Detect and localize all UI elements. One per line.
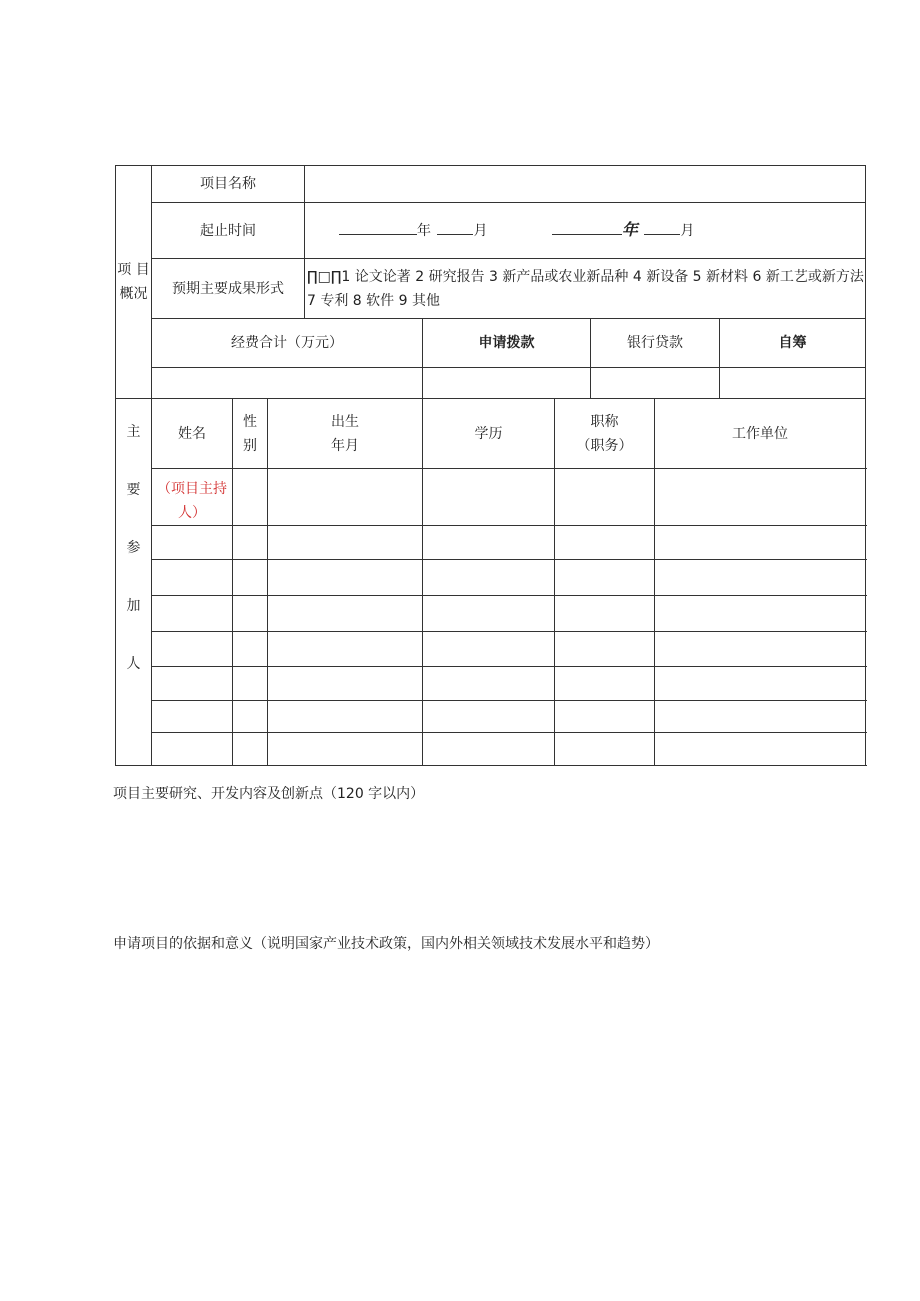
overview-label-line-2: 概况	[119, 286, 148, 302]
overview-section-label	[116, 166, 152, 399]
start-year-blank[interactable]	[339, 218, 417, 235]
personnel-label-char-5: 人	[126, 656, 141, 672]
header-title	[555, 399, 655, 469]
title-cell[interactable]	[555, 733, 655, 766]
workplace-cell[interactable]	[655, 632, 866, 667]
title-cell[interactable]	[555, 526, 655, 560]
title-cell[interactable]	[555, 632, 655, 667]
start-year-unit: 年	[417, 223, 431, 239]
personnel-label-char-3: 参	[126, 540, 141, 556]
workplace-cell[interactable]	[655, 701, 866, 733]
end-month-blank[interactable]	[644, 218, 680, 235]
funding-total-label: 经费合计（万元）	[152, 319, 423, 368]
birth-cell[interactable]	[268, 632, 423, 667]
funding-grant-value[interactable]	[423, 368, 591, 399]
time-label: 起止时间	[152, 203, 305, 259]
workplace-cell[interactable]	[655, 469, 866, 526]
table-row	[116, 469, 866, 526]
workplace-cell[interactable]	[655, 560, 866, 596]
title-cell[interactable]	[555, 667, 655, 701]
gender-cell[interactable]	[233, 596, 268, 632]
name-cell[interactable]	[152, 560, 233, 596]
birth-cell[interactable]	[268, 560, 423, 596]
personnel-label-char-2: 要	[126, 482, 141, 498]
table-row	[116, 560, 866, 596]
header-name: 姓名	[152, 399, 233, 469]
gender-cell[interactable]	[233, 632, 268, 667]
personnel-label-char-4: 加	[126, 598, 141, 614]
education-cell[interactable]	[423, 560, 555, 596]
education-cell[interactable]	[423, 632, 555, 667]
end-year-unit: 年	[621, 220, 638, 239]
birth-cell[interactable]	[268, 667, 423, 701]
name-cell[interactable]	[152, 701, 233, 733]
end-year-blank[interactable]	[552, 218, 622, 235]
birth-cell[interactable]	[268, 526, 423, 560]
table-row	[116, 526, 866, 560]
birth-cell[interactable]	[268, 701, 423, 733]
table-row	[116, 632, 866, 667]
host-name-cell[interactable]: （项目主持人）	[152, 469, 233, 526]
header-gender-line-2: 别	[243, 437, 257, 454]
basis-heading: 申请项目的依据和意义（说明国家产业技术政策，国内外相关领域技术发展水平和趋势）	[113, 936, 659, 952]
start-month-blank[interactable]	[437, 218, 473, 235]
title-cell[interactable]	[555, 560, 655, 596]
personnel-label-char-1: 主	[126, 424, 141, 440]
workplace-cell[interactable]	[655, 596, 866, 632]
table-row	[116, 667, 866, 701]
end-month-unit: 月	[680, 223, 695, 239]
funding-loan-label: 银行贷款	[591, 319, 720, 368]
overview-label-line-1: 项 目	[117, 262, 150, 278]
title-cell[interactable]	[555, 469, 655, 526]
birth-cell[interactable]	[268, 596, 423, 632]
workplace-cell[interactable]	[655, 733, 866, 766]
outcome-label: 预期主要成果形式	[152, 259, 305, 319]
header-title-line-1: 职称	[590, 413, 619, 430]
funding-self-value[interactable]	[720, 368, 866, 399]
workplace-cell[interactable]	[655, 667, 866, 701]
personnel-section-label	[116, 399, 152, 766]
time-field[interactable]	[305, 203, 866, 259]
gender-cell[interactable]	[233, 733, 268, 766]
project-name-label: 项目名称	[152, 166, 305, 203]
workplace-cell[interactable]	[655, 526, 866, 560]
name-cell[interactable]	[152, 632, 233, 667]
gender-cell[interactable]	[233, 469, 268, 526]
header-birth-line-1: 出生	[331, 413, 359, 430]
project-form-table	[115, 165, 866, 766]
title-cell[interactable]	[555, 596, 655, 632]
name-cell[interactable]	[152, 596, 233, 632]
education-cell[interactable]	[423, 596, 555, 632]
funding-self-label: 自筹	[720, 319, 866, 368]
table-row	[116, 596, 866, 632]
education-cell[interactable]	[423, 733, 555, 766]
gender-cell[interactable]	[233, 701, 268, 733]
project-name-field[interactable]	[305, 166, 866, 203]
education-cell[interactable]	[423, 667, 555, 701]
gender-cell[interactable]	[233, 560, 268, 596]
birth-cell[interactable]	[268, 733, 423, 766]
funding-grant-label: 申请拨款	[423, 319, 591, 368]
outcome-options[interactable]: ∏□∏1 论文论著 2 研究报告 3 新产品或农业新品种 4 新设备 5 新材料 6 新工艺或新方法 7 专利 8 软件 9 其他	[305, 259, 866, 319]
title-cell[interactable]	[555, 701, 655, 733]
name-cell[interactable]	[152, 667, 233, 701]
header-gender-line-1: 性	[243, 413, 257, 430]
header-workplace: 工作单位	[655, 399, 866, 469]
header-gender	[233, 399, 268, 469]
header-birth	[268, 399, 423, 469]
table-row	[116, 733, 866, 766]
education-cell[interactable]	[423, 701, 555, 733]
education-cell[interactable]	[423, 469, 555, 526]
name-cell[interactable]	[152, 526, 233, 560]
start-month-unit: 月	[473, 223, 488, 239]
gender-cell[interactable]	[233, 667, 268, 701]
education-cell[interactable]	[423, 526, 555, 560]
funding-total-value[interactable]	[152, 368, 423, 399]
table-row	[116, 701, 866, 733]
header-education: 学历	[423, 399, 555, 469]
birth-cell[interactable]	[268, 469, 423, 526]
name-cell[interactable]	[152, 733, 233, 766]
header-title-line-2: （职务）	[576, 437, 633, 454]
header-birth-line-2: 年月	[331, 437, 359, 454]
funding-loan-value[interactable]	[591, 368, 720, 399]
content-heading: 项目主要研究、开发内容及创新点（120 字以内）	[113, 786, 425, 802]
gender-cell[interactable]	[233, 526, 268, 560]
